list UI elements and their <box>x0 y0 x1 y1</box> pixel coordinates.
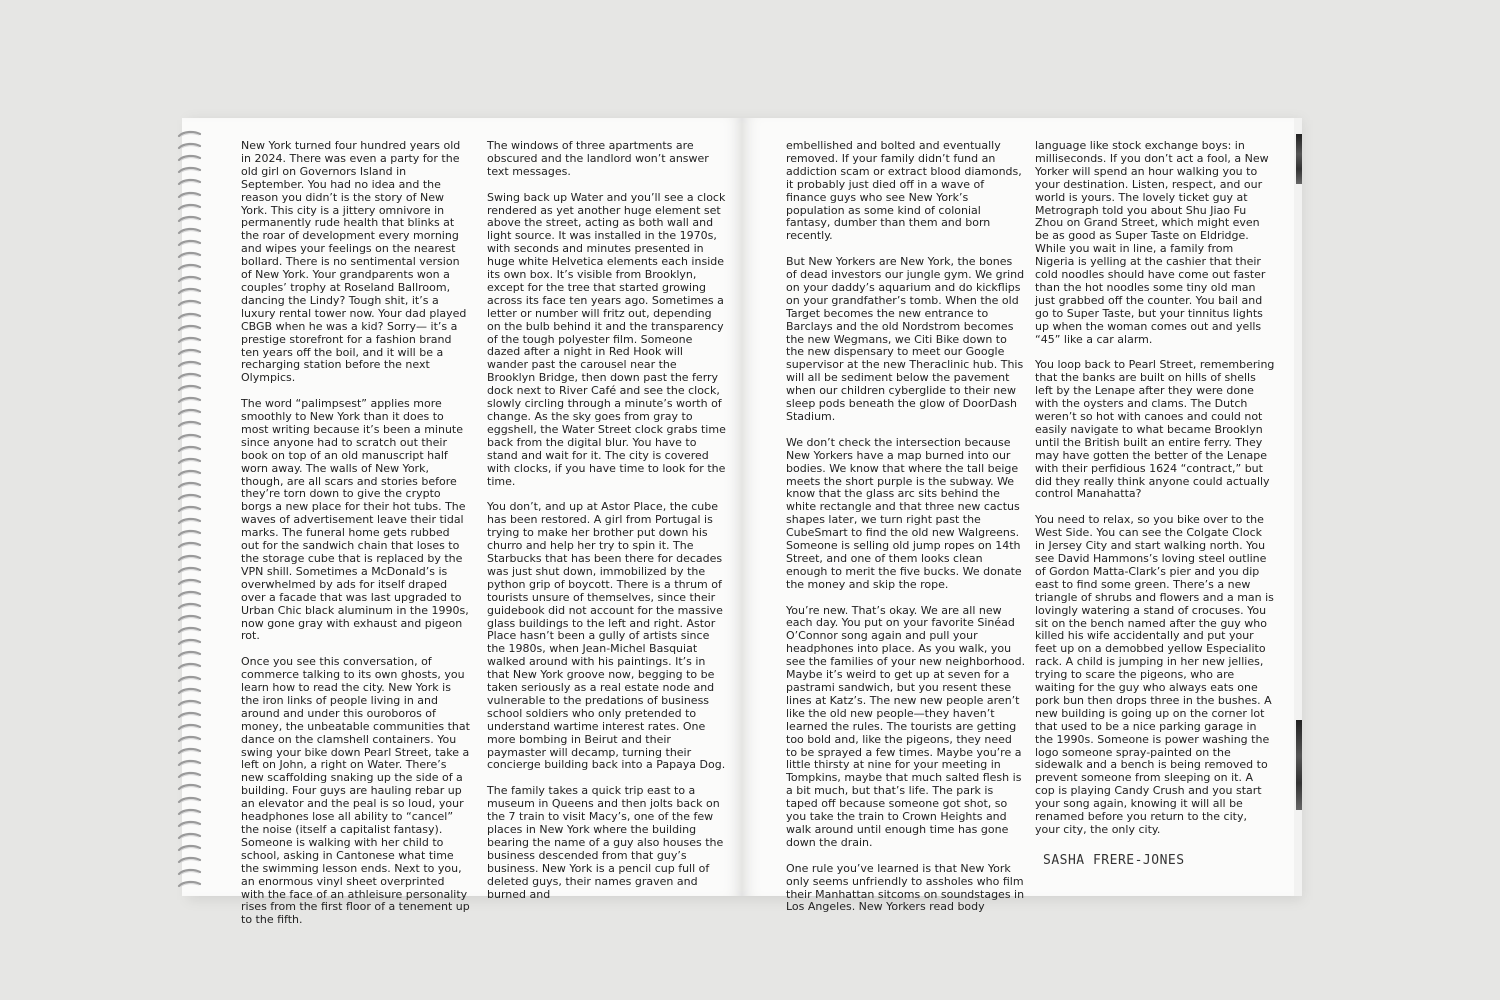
binding-ring <box>176 160 204 169</box>
binding-ring <box>176 802 204 811</box>
binding-ring <box>176 257 204 266</box>
binding-ring <box>176 209 204 218</box>
binding-ring <box>176 523 204 532</box>
binding-ring <box>176 548 204 557</box>
author-byline: SASHA FRERE-JONES <box>1043 853 1185 868</box>
binding-ring <box>176 221 204 230</box>
binding-ring <box>176 693 204 702</box>
binding-ring <box>176 148 204 157</box>
binding-ring <box>176 402 204 411</box>
binding-ring <box>176 414 204 423</box>
text-column-3 <box>786 140 1026 927</box>
text-column-4 <box>1035 140 1275 850</box>
binding-ring <box>176 427 204 436</box>
binding-ring <box>176 632 204 641</box>
binding-ring <box>176 681 204 690</box>
paragraph: Swing back up Water and you’ll see a clock rendered as yet another huge element set above the street, acting as both wall and light source. It was installed in the 1970s, with seconds and minutes presented in huge white Helvetica elements each inside its own box. It’s visible from Brooklyn, except for the tree that started growing across its face ten years ago. Sometimes a letter or number will fritz out, depending on the bulb behind it and the transparency of the tough polyester film. Someone dazed after a night in Red Hook will wander past the carousel near the Brooklyn Bridge, then down past the ferry dock next to River Café and see the clock, slowly circling through a minute’s worth of change. As the sky goes from gray to eggshell, the Water Street clock grabs time back from the digital blur. You have to stand and wait for it. The city is covered with clocks, if you have time to look for the time. <box>487 190 726 488</box>
binding-ring <box>176 741 204 750</box>
binding-ring <box>176 281 204 290</box>
next-page-image-edge <box>1296 720 1302 810</box>
binding-ring <box>176 729 204 738</box>
binding-ring <box>176 245 204 254</box>
binding-ring <box>176 487 204 496</box>
text-column-2 <box>487 140 727 914</box>
binding-ring <box>176 826 204 835</box>
binding-ring <box>176 293 204 302</box>
binding-ring <box>176 269 204 278</box>
paragraph: One rule you’ve learned is that New York only seems unfriendly to assholes who film their Manhattan sitcoms on soundstages in Los Angeles. New Yorkers read body <box>786 861 1025 914</box>
paragraph: New York turned four hundred years old in 2024. There was even a party for the old girl on Governors Island in September. You had no idea and the reason you didn’t is the story of New York. This city is a jittery omnivore in permanently rude health that blinks at the roar of development every morning and wipes your feelings on the nearest bollard. There is no sentimental version of New York. Your grandparents won a couples’ trophy at Roseland Ballroom, dancing the Lindy? Tough shit, it’s a luxury rental tower now. Your dad played CBGB when he was a kid? Sorry— it’s a prestige storefront for a fashion brand ten years off the boil, and it will be a recharging station before the next Olympics. <box>241 139 467 385</box>
paragraph: You need to relax, so you bike over to the West Side. You can see the Colgate Clock in Jersey City and start walking north. You see David Hammons’s loving steel outline of Gordon Matta-Clark’s pier and you dip east to find some green. There’s a new triangle of shrubs and flowers and a man is lovingly watering a stand of crocuses. You sit on the bench named after the guy who killed his wife accidentally and put your feet up on a demobbed yellow Especialito rack. A child is jumping in her new jellies, trying to scare the pigeons, who are waiting for the guy who always eats one pork bun then drops three in the bushes. A new building is going up on the corner lot that used to be a nice parking garage in the 1990s. Someone is power washing the logo someone spray-painted on the sidewalk and a bench is being removed to prevent someone from sleeping on it. A cop is playing Candy Crush and you start your song again, knowing it will all be renamed before you return to the city, your city, the only city. <box>1035 513 1274 836</box>
binding-ring <box>176 753 204 762</box>
binding-ring <box>176 451 204 460</box>
binding-ring <box>176 342 204 351</box>
binding-ring <box>176 656 204 665</box>
binding-ring <box>176 814 204 823</box>
binding-ring <box>176 874 204 883</box>
binding-ring <box>176 717 204 726</box>
binding-ring <box>176 390 204 399</box>
binding-ring <box>176 765 204 774</box>
binding-ring <box>176 318 204 327</box>
paragraph: But New Yorkers are New York, the bones of dead investors our jungle gym. We grind on your daddy’s aquarium and do kickflips on your grandfather’s tomb. When the old Target becomes the new entrance to Barclays and the old Nordstrom becomes the new Wegmans, we Citi Bike down to the new dispensary to meet our Google supervisor at the new Theraclinic hub. This will all be sediment below the pavement when our children cyberglide to their new sleep pods beneath the glow of DoorDash Stadium. <box>786 255 1025 424</box>
binding-ring <box>176 535 204 544</box>
spiral-binding <box>176 124 206 894</box>
binding-ring <box>176 838 204 847</box>
binding-ring <box>176 124 204 133</box>
paragraph: We don’t check the intersection because New Yorkers have a map burned into our bodies. We know that where the tall beige meets the short purple is the subway. We know that the glass arc sits behind the white rectangle and that three new cactus shapes later, we turn right past the CubeSmart to find the old new Walgreens. Someone is selling old jump ropes on 14th Street, and one of them looks clean enough to merit the five bucks. We donate the money and skip the rope. <box>786 435 1022 591</box>
paragraph: The word “palimpsest” applies more smoothly to New York than it does to most writing because it’s been a minute since anyone had to scratch out their book on top of an old manuscript half worn away. The walls of New York, though, are all scars and stories before they’re torn down to give the crypto borgs a new place for their hot tubs. The waves of advertisement leave their tidal marks. The funeral home gets rubbed out for the sandwich chain that loses to the storage cube that is replaced by the VPN shill. Sometimes a McDonald’s is overwhelmed by ads for itself draped over a facade that was last upgraded to Urban Chic black aluminum in the 1990s, now gone gray with exhaust and pigeon rot. <box>241 397 469 643</box>
binding-ring <box>176 669 204 678</box>
text-column-1 <box>241 140 471 940</box>
binding-ring <box>176 862 204 871</box>
binding-ring <box>176 705 204 714</box>
binding-ring <box>176 366 204 375</box>
paragraph: You don’t, and up at Astor Place, the cube has been restored. A girl from Portugal is trying to make her brother put down his churro and help her try to spin it. The Starbucks that has been there for decades was just shut down, immobilized by the python grip of boycott. There is a thrum of tourists unsure of themselves, since their guidebook did not account for the massive glass buildings to the left and right. Astor Place hasn’t been a gully of artists since the 1980s, when Jean-Michel Basquiat walked around with his paintings. It’s in that New York groove now, begging to be taken seriously as a real estate node and vulnerable to the predations of business school soldiers who only pretended to understand wartime interest rates. One more bombing in Beirut and their paymaster will decamp, turning their concierge building back into a Papaya Dog. <box>487 500 726 772</box>
binding-ring <box>176 777 204 786</box>
binding-ring <box>176 197 204 206</box>
binding-ring <box>176 172 204 181</box>
binding-ring <box>176 330 204 339</box>
binding-ring <box>176 136 204 145</box>
paragraph: language like stock exchange boys: in milliseconds. If you don’t act a fool, a New Yorker will spend an hour walking you to your destination. Listen, respect, and our world is yours. The lovely ticket guy at Metrograph told you about Shu Jiao Fu Zhou on Grand Street, which might even be as good as Super Taste on Eldridge. While you wait in line, a family from Nigeria is yelling at the cashier that their cold noodles should have come out faster than the hot noodles some tiny old man just grabbed off the counter. You bail and go to Super Taste, but your tinnitus lights up when the woman comes out and yells “45” like a car alarm. <box>1035 139 1269 346</box>
paragraph: embellished and bolted and eventually removed. If your family didn’t fund an addiction scam or extract blood diamonds, it probably just died off in a wave of finance guys who see New York’s population as some kind of colonial fantasy, dumber than them and born recently. <box>786 139 1022 243</box>
binding-ring <box>176 499 204 508</box>
paragraph: Once you see this conversation, of commerce talking to its own ghosts, you learn how to read the city. New York is the iron links of people living in and around and under this ouroboros of money, the unbeatable communities that dance on the clamshell containers. You swing your bike down Pearl Street, take a left on John, a right on Water. There’s new scaffolding snaking up the side of a building. Four guys are hauling rebar up an elevator and the peal is so loud, your headphones lose all ability to “cancel” the noise (itself a capitalist fantasy). Someone is walking with her child to school, asking in Cantonese what time the swimming lesson ends. Next to you, an enormous vinyl sheet overprinted with the face of an athleisure personality rises from the first floor of a tenement up to the fifth. <box>241 655 470 927</box>
paragraph: The family takes a quick trip east to a museum in Queens and then jolts back on the 7 train to visit Macy’s, one of the few places in New York where the building bearing the name of a guy also houses the business descended from that guy’s business. New York is a pencil cup full of deleted guys, their names graven and burned and <box>487 784 724 901</box>
binding-ring <box>176 511 204 520</box>
binding-ring <box>176 850 204 859</box>
next-page-image-edge <box>1296 134 1302 184</box>
binding-ring <box>176 584 204 593</box>
binding-ring <box>176 233 204 242</box>
binding-ring <box>176 475 204 484</box>
binding-ring <box>176 790 204 799</box>
binding-ring <box>176 306 204 315</box>
binding-ring <box>176 608 204 617</box>
binding-ring <box>176 185 204 194</box>
binding-ring <box>176 378 204 387</box>
binding-ring <box>176 620 204 629</box>
paragraph: You’re new. That’s okay. We are all new each day. You put on your favorite Sinéad O’Connor song again and pull your headphones into place. As you walk, you see the families of your new neighborhood. Maybe it’s weird to get up at seven for a pastrami sandwich, but you resent these lines at Katz’s. The new new people aren’t like the old new people—they haven’t learned the rules. The tourists are getting too bold and, like the pigeons, they need to be sprayed a few times. Maybe you’re a little thirsty at nine for your meeting in Tompkins, maybe that much salted flesh is a bit much, but that’s life. The park is taped off because someone got shot, so you take the train to Crown Heights and walk around until enough time has gone down the drain. <box>786 603 1026 849</box>
binding-ring <box>176 354 204 363</box>
binding-ring <box>176 463 204 472</box>
binding-ring <box>176 644 204 653</box>
binding-ring <box>176 439 204 448</box>
paragraph: You loop back to Pearl Street, remembering that the banks are built on hills of shells left by the Lenape after they were done with the oysters and clams. The Dutch weren’t so hot with canoes and could not easily navigate to what became Brooklyn until the British built an entire ferry. They may have gotten the better of the Lenape with their perfidious 1624 “contract,” but did they really think anyone could actually control Manahatta? <box>1035 358 1275 501</box>
binding-ring <box>176 560 204 569</box>
paragraph: The windows of three apartments are obscured and the landlord won’t answer text messages. <box>487 139 709 178</box>
binding-ring <box>176 572 204 581</box>
binding-ring <box>176 596 204 605</box>
